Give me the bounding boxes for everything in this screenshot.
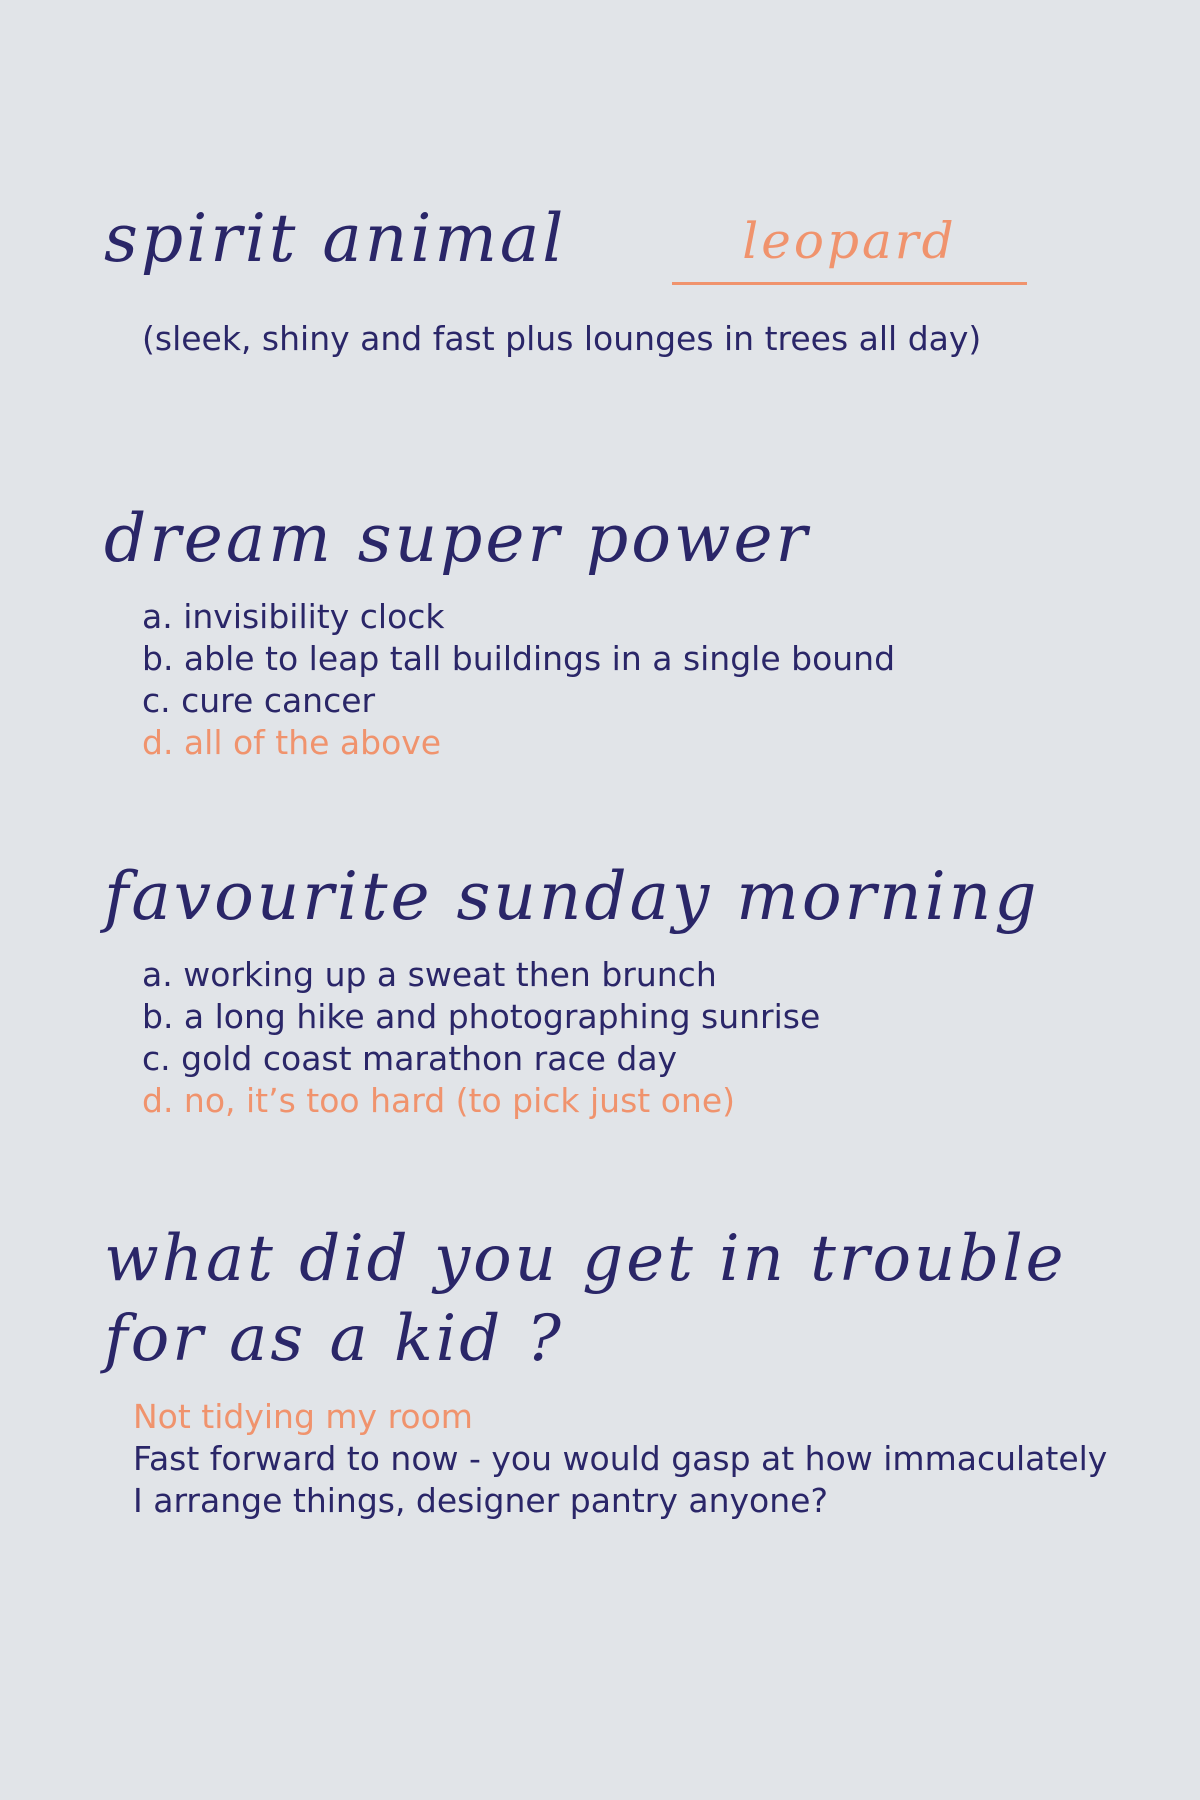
spirit-animal-note: (sleek, shiny and fast plus lounges in trees all day) — [142, 319, 982, 358]
sunday-morning-option-b: b. a long hike and photographing sunrise — [142, 997, 821, 1036]
super-power-option-b: b. able to leap tall buildings in a single bound — [142, 639, 896, 678]
super-power-option-c: c. cure cancer — [142, 681, 376, 720]
trouble-detail-line-1: Fast forward to now - you would gasp at how immaculately — [133, 1439, 1108, 1478]
super-power-heading: dream super power — [104, 500, 811, 577]
super-power-option-d-selected: d. all of the above — [142, 723, 442, 762]
sunday-morning-option-d-selected: d. no, it’s too hard (to pick just one) — [142, 1081, 736, 1120]
trouble-answer: Not tidying my room — [133, 1397, 473, 1436]
super-power-option-a: a. invisibility clock — [142, 597, 445, 636]
sunday-morning-option-c: c. gold coast marathon race day — [142, 1039, 678, 1078]
trouble-heading-line-2: for as a kid ? — [104, 1302, 564, 1376]
trouble-detail-line-2: I arrange things, designer pantry anyone? — [133, 1481, 828, 1520]
sunday-morning-heading: favourite sunday morning — [104, 858, 1040, 935]
trouble-answer-block — [133, 1396, 1107, 1522]
spirit-animal-answer: leopard — [672, 210, 1027, 285]
trouble-heading-line-1: what did you get in trouble — [104, 1222, 1067, 1296]
sunday-morning-options — [142, 954, 820, 1122]
sunday-morning-option-a: a. working up a sweat then brunch — [142, 955, 717, 994]
super-power-options — [142, 596, 895, 764]
spirit-animal-heading: spirit animal — [104, 200, 567, 277]
